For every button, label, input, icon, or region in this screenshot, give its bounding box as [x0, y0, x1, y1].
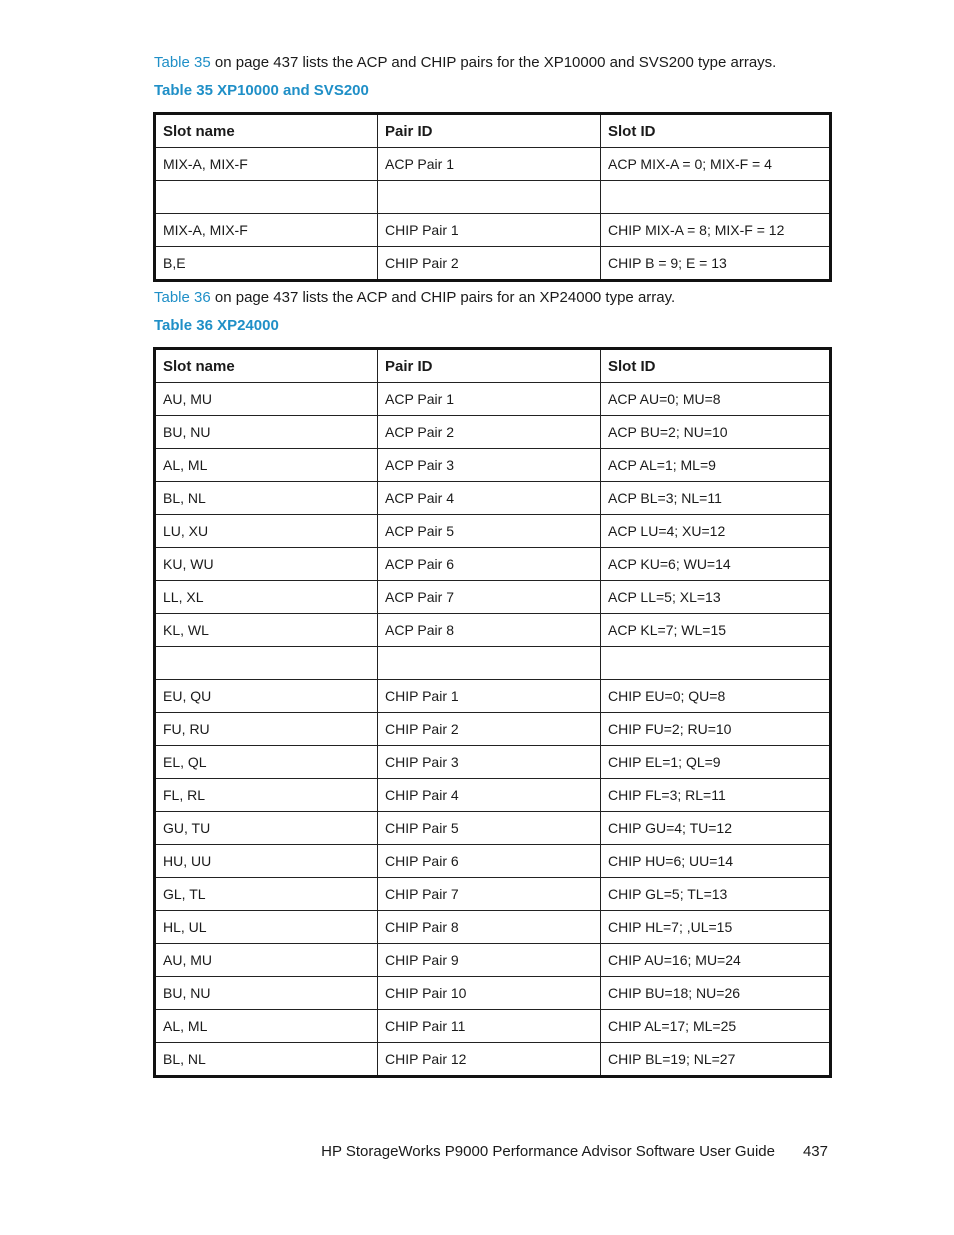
- cell-slot-id: CHIP AU=16; MU=24: [601, 944, 831, 977]
- table-row: [155, 214, 831, 247]
- table-xp24000: [153, 347, 832, 1078]
- page-number: 437: [802, 1143, 828, 1160]
- cell-slot-name: KU, WU: [155, 548, 378, 581]
- cell-pair-id: CHIP Pair 8: [378, 911, 601, 944]
- table-row: [155, 383, 831, 416]
- cell-slot-id: ACP LL=5; XL=13: [601, 581, 831, 614]
- cell-pair-id: ACP Pair 1: [378, 148, 601, 181]
- table-row: [155, 845, 831, 878]
- cell-slot-name: HL, UL: [155, 911, 378, 944]
- table-row: [155, 148, 831, 181]
- table-row: [155, 515, 831, 548]
- cell-slot-id: ACP LU=4; XU=12: [601, 515, 831, 548]
- cell-slot-name: BU, NU: [155, 416, 378, 449]
- table-xp10000-svs200: [153, 112, 832, 282]
- cell-pair-id: CHIP Pair 5: [378, 812, 601, 845]
- cell-slot-name: MIX-A, MIX-F: [155, 214, 378, 247]
- cell-slot-name: AL, ML: [155, 449, 378, 482]
- cell-slot-name: EU, QU: [155, 680, 378, 713]
- cell-pair-id: ACP Pair 2: [378, 416, 601, 449]
- table-row: [155, 548, 831, 581]
- cell-pair-id: CHIP Pair 4: [378, 779, 601, 812]
- cell-slot-id: ACP AL=1; ML=9: [601, 449, 831, 482]
- header-slot-id: Slot ID: [601, 114, 831, 148]
- table-row: [155, 449, 831, 482]
- table-row: [155, 416, 831, 449]
- table-header-row: [155, 349, 831, 383]
- table-row: [155, 713, 831, 746]
- cell-slot-name: AL, ML: [155, 1010, 378, 1043]
- table-row: [155, 779, 831, 812]
- cell-slot-name: AU, MU: [155, 383, 378, 416]
- cell-pair-id: [378, 181, 601, 214]
- cell-slot-id: CHIP EU=0; QU=8: [601, 680, 831, 713]
- cell-slot-id: CHIP FL=3; RL=11: [601, 779, 831, 812]
- table-row: [155, 647, 831, 680]
- cell-slot-name: LU, XU: [155, 515, 378, 548]
- cell-pair-id: CHIP Pair 12: [378, 1043, 601, 1077]
- cell-pair-id: ACP Pair 4: [378, 482, 601, 515]
- cell-slot-id: CHIP BL=19; NL=27: [601, 1043, 831, 1077]
- cell-pair-id: ACP Pair 8: [378, 614, 601, 647]
- cell-slot-name: MIX-A, MIX-F: [155, 148, 378, 181]
- table-row: [155, 614, 831, 647]
- table-row: [155, 977, 831, 1010]
- cell-slot-id: CHIP FU=2; RU=10: [601, 713, 831, 746]
- header-slot-name: Slot name: [155, 349, 378, 383]
- cell-slot-id: CHIP MIX-A = 8; MIX-F = 12: [601, 214, 831, 247]
- intro-paragraph-2: [154, 289, 675, 307]
- cell-slot-name: HU, UU: [155, 845, 378, 878]
- cell-slot-name: BL, NL: [155, 482, 378, 515]
- cell-slot-name: [155, 181, 378, 214]
- cell-pair-id: CHIP Pair 3: [378, 746, 601, 779]
- table-row: [155, 1010, 831, 1043]
- cell-slot-id: ACP AU=0; MU=8: [601, 383, 831, 416]
- cell-slot-name: KL, WL: [155, 614, 378, 647]
- cell-slot-id: CHIP BU=18; NU=26: [601, 977, 831, 1010]
- table-36-link[interactable]: Table 36: [154, 289, 211, 306]
- cell-slot-id: ACP BU=2; NU=10: [601, 416, 831, 449]
- cell-slot-id: ACP BL=3; NL=11: [601, 482, 831, 515]
- table-row: [155, 680, 831, 713]
- cell-slot-name: BU, NU: [155, 977, 378, 1010]
- cell-pair-id: CHIP Pair 10: [378, 977, 601, 1010]
- cell-slot-name: LL, XL: [155, 581, 378, 614]
- cell-pair-id: CHIP Pair 9: [378, 944, 601, 977]
- header-slot-name: Slot name: [155, 114, 378, 148]
- table-35-caption: Table 35 XP10000 and SVS200: [154, 82, 369, 99]
- table-header-row: [155, 114, 831, 148]
- cell-pair-id: CHIP Pair 1: [378, 214, 601, 247]
- cell-pair-id: ACP Pair 5: [378, 515, 601, 548]
- cell-pair-id: ACP Pair 3: [378, 449, 601, 482]
- cell-slot-id: ACP MIX-A = 0; MIX-F = 4: [601, 148, 831, 181]
- cell-slot-name: EL, QL: [155, 746, 378, 779]
- cell-pair-id: CHIP Pair 6: [378, 845, 601, 878]
- table-35-link[interactable]: Table 35: [154, 54, 211, 71]
- cell-slot-id: ACP KU=6; WU=14: [601, 548, 831, 581]
- cell-pair-id: CHIP Pair 2: [378, 713, 601, 746]
- intro-text-1: on page 437 lists the ACP and CHIP pairs for the XP10000 and SVS200 type arrays.: [210, 54, 777, 71]
- cell-slot-id: CHIP GU=4; TU=12: [601, 812, 831, 845]
- cell-slot-id: CHIP AL=17; ML=25: [601, 1010, 831, 1043]
- cell-slot-name: BL, NL: [155, 1043, 378, 1077]
- table-row: [155, 911, 831, 944]
- table-row: [155, 482, 831, 515]
- cell-slot-name: FU, RU: [155, 713, 378, 746]
- cell-slot-name: GL, TL: [155, 878, 378, 911]
- table-row: [155, 944, 831, 977]
- cell-pair-id: CHIP Pair 7: [378, 878, 601, 911]
- header-slot-id: Slot ID: [601, 349, 831, 383]
- cell-slot-name: B,E: [155, 247, 378, 281]
- table-row: [155, 878, 831, 911]
- intro-paragraph-1: [154, 54, 776, 72]
- intro-text-2: on page 437 lists the ACP and CHIP pairs for an XP24000 type array.: [210, 289, 676, 306]
- cell-slot-name: [155, 647, 378, 680]
- cell-pair-id: CHIP Pair 1: [378, 680, 601, 713]
- cell-slot-id: CHIP GL=5; TL=13: [601, 878, 831, 911]
- cell-pair-id: CHIP Pair 2: [378, 247, 601, 281]
- cell-slot-name: GU, TU: [155, 812, 378, 845]
- cell-slot-id: CHIP HU=6; UU=14: [601, 845, 831, 878]
- table-row: [155, 181, 831, 214]
- cell-slot-id: [601, 181, 831, 214]
- table-row: [155, 812, 831, 845]
- cell-pair-id: [378, 647, 601, 680]
- cell-slot-id: [601, 647, 831, 680]
- cell-slot-id: CHIP B = 9; E = 13: [601, 247, 831, 281]
- header-pair-id: Pair ID: [378, 114, 601, 148]
- header-pair-id: Pair ID: [378, 349, 601, 383]
- table-row: [155, 581, 831, 614]
- table-row: [155, 1043, 831, 1077]
- cell-slot-id: CHIP EL=1; QL=9: [601, 746, 831, 779]
- page-footer: [321, 1143, 828, 1161]
- table-row: [155, 247, 831, 281]
- footer-title: HP StorageWorks P9000 Performance Advisor Software User Guide: [321, 1143, 775, 1160]
- cell-slot-name: FL, RL: [155, 779, 378, 812]
- table-row: [155, 746, 831, 779]
- cell-slot-id: CHIP HL=7; ,UL=15: [601, 911, 831, 944]
- cell-slot-id: ACP KL=7; WL=15: [601, 614, 831, 647]
- cell-pair-id: ACP Pair 6: [378, 548, 601, 581]
- cell-pair-id: ACP Pair 7: [378, 581, 601, 614]
- cell-pair-id: CHIP Pair 11: [378, 1010, 601, 1043]
- table-36-caption: Table 36 XP24000: [154, 317, 279, 334]
- cell-pair-id: ACP Pair 1: [378, 383, 601, 416]
- cell-slot-name: AU, MU: [155, 944, 378, 977]
